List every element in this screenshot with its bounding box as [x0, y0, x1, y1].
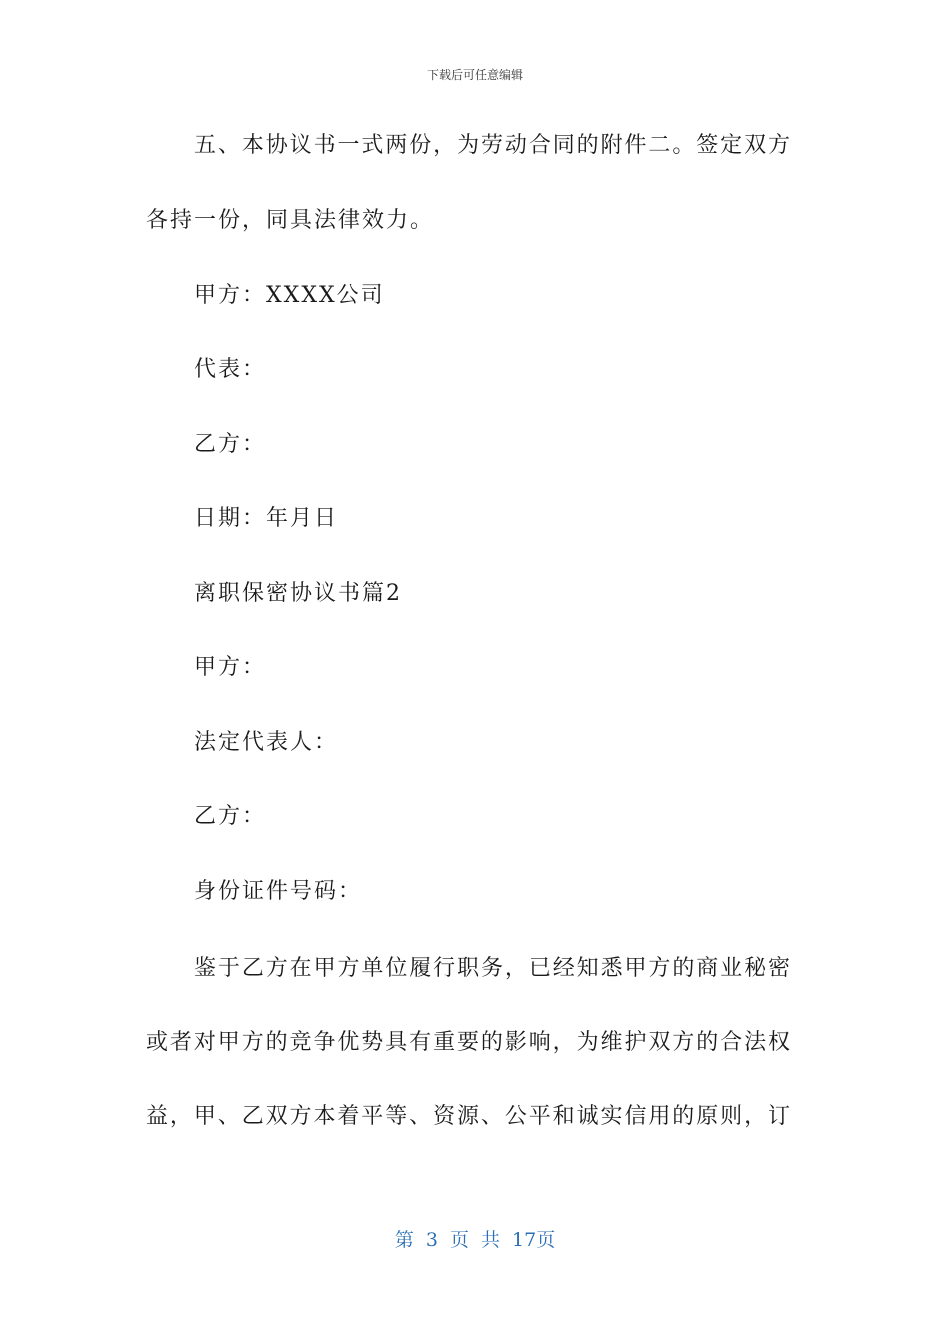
- paragraph-line: 鉴于乙方在甲方单位履行职务，已经知悉甲方的商业秘密: [194, 956, 790, 981]
- id-number-line: 身份证件号码：: [194, 879, 363, 904]
- page-number: 第 3 页 共 17页: [394, 1229, 556, 1251]
- paragraph-line: 五、本协议书一式两份，为劳动合同的附件二。签定双方: [194, 133, 790, 158]
- paragraph-line: 各持一份，同具法律效力。: [146, 208, 435, 233]
- date-line: 日期：年月日: [194, 506, 339, 531]
- party-b-line: 乙方：: [194, 804, 267, 829]
- legal-representative-line: 法定代表人：: [194, 730, 339, 755]
- party-a-line: 甲方：XXXX公司: [194, 283, 385, 308]
- party-a-line: 甲方：: [194, 655, 267, 680]
- party-b-line: 乙方：: [194, 432, 267, 457]
- header-note: 下载后可任意编辑: [426, 68, 523, 82]
- representative-line: 代表：: [194, 357, 267, 382]
- paragraph-line: 益，甲、乙双方本着平等、资源、公平和诚实信用的原则，订: [146, 1104, 790, 1129]
- paragraph-line: 或者对甲方的竞争优势具有重要的影响，为维护双方的合法权: [146, 1030, 790, 1055]
- section-heading: 离职保密协议书篇2: [194, 581, 402, 606]
